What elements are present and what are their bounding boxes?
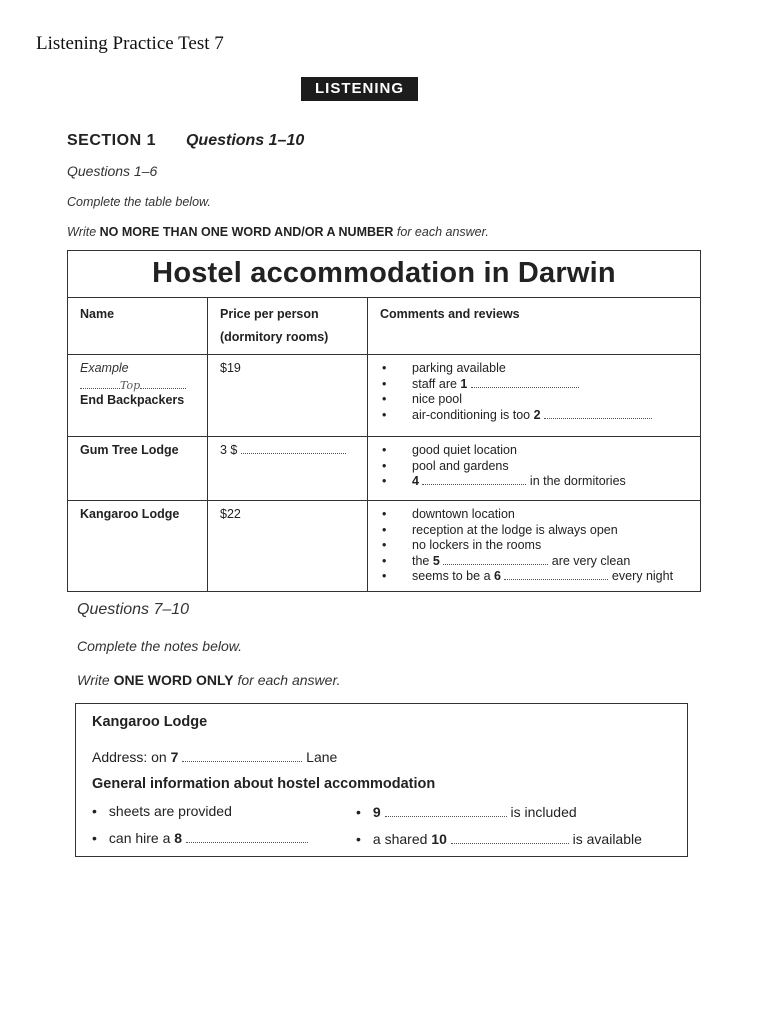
- question-number: 1: [460, 376, 468, 391]
- answer-blank-6[interactable]: [504, 569, 608, 580]
- questions-range-2: Questions 7–10: [77, 601, 190, 618]
- header-price: [208, 298, 368, 355]
- table-row: [68, 501, 701, 592]
- word-limit-suffix: for each answer.: [393, 225, 489, 239]
- row-name-cell: [68, 437, 208, 501]
- notes-item: • sheets are provided: [92, 803, 232, 819]
- notes-address: Address: on 7 Lane: [92, 749, 338, 765]
- word-limit-bold: ONE WORD ONLY: [113, 672, 234, 688]
- comment-item: • pool and gardens: [380, 459, 688, 475]
- hostel-name: End Backpackers: [80, 393, 185, 407]
- word-limit-prefix: Write: [67, 225, 100, 239]
- table-title: Hostel accommodation in Darwin: [68, 251, 701, 298]
- instruction-2: Complete the notes below.: [77, 638, 242, 654]
- listening-badge: LISTENING: [301, 77, 418, 101]
- word-limit-suffix: for each answer.: [233, 672, 341, 688]
- table-header-row: [68, 298, 701, 355]
- question-number: 10: [431, 831, 447, 847]
- question-number: 4: [412, 474, 419, 488]
- hostel-name: Gum Tree Lodge: [80, 443, 179, 457]
- section-label: SECTION 1: [67, 132, 156, 149]
- document-title: Listening Practice Test 7: [36, 33, 224, 54]
- answer-blank-9[interactable]: [385, 806, 507, 817]
- header-comments: Comments and reviews: [368, 298, 701, 355]
- row-price-cell: [208, 501, 368, 592]
- question-number: 5: [432, 553, 440, 568]
- notes-title: Kangaroo Lodge: [92, 714, 208, 730]
- word-limit-prefix: Write: [77, 672, 114, 688]
- example-answer-line: [80, 378, 195, 394]
- notes-box: [75, 703, 688, 857]
- comment-item: • air-conditioning is too 2: [380, 408, 688, 424]
- question-number: 6: [494, 569, 501, 583]
- question-number: 7: [170, 749, 179, 765]
- comment-item: • seems to be a 6 every night: [380, 569, 688, 585]
- answer-blank-10[interactable]: [451, 833, 569, 844]
- row-price-cell: [208, 355, 368, 437]
- answer-blank-7[interactable]: [182, 751, 302, 762]
- price-value: $19: [220, 361, 241, 375]
- word-limit-2: [77, 672, 340, 688]
- header-price-line2: (dormitory rooms): [220, 330, 329, 344]
- questions-range-1: Questions 1–6: [67, 163, 158, 179]
- answer-blank-1[interactable]: [471, 377, 579, 388]
- answer-blank-4[interactable]: [422, 474, 526, 485]
- row-name-cell: [68, 355, 208, 437]
- row-price-cell: [208, 437, 368, 501]
- question-number: 2: [533, 407, 541, 422]
- comment-item: • reception at the lodge is always open: [380, 523, 688, 539]
- comment-item: • staff are 1: [380, 377, 688, 393]
- notes-item: • can hire a 8: [92, 830, 308, 846]
- question-number: 9: [372, 804, 381, 820]
- price-prefix: 3 $: [220, 443, 238, 457]
- word-limit-bold: NO MORE THAN ONE WORD AND/OR A NUMBER: [99, 225, 394, 239]
- example-label: Example: [80, 361, 129, 375]
- header-price-line1: Price per person: [220, 307, 319, 321]
- row-name-cell: [68, 501, 208, 592]
- instruction-1: Complete the table below.: [67, 195, 211, 209]
- comment-item: • parking available: [380, 361, 688, 377]
- answer-blank-8[interactable]: [186, 832, 308, 843]
- section-heading: [67, 132, 304, 150]
- answer-blank-3[interactable]: [241, 443, 346, 454]
- notes-item: • a shared 10 is available: [356, 831, 642, 847]
- comment-item: • downtown location: [380, 507, 688, 523]
- section-questions: Questions 1–10: [185, 132, 305, 149]
- table-row: [68, 437, 701, 501]
- row-comments-cell: [368, 437, 701, 501]
- header-name: Name: [68, 298, 208, 355]
- comment-item: • good quiet location: [380, 443, 688, 459]
- notes-general-heading: General information about hostel accommodation: [92, 776, 436, 792]
- word-limit-1: [67, 225, 489, 239]
- comment-item: • nice pool: [380, 392, 688, 408]
- row-comments-cell: [368, 501, 701, 592]
- answer-blank-2[interactable]: [544, 408, 652, 419]
- hostel-name: Kangaroo Lodge: [80, 507, 180, 521]
- handwritten-answer: Top: [120, 378, 141, 392]
- price-value: $22: [220, 507, 241, 521]
- answer-blank-5[interactable]: [443, 554, 548, 565]
- hostel-table: [67, 250, 701, 592]
- comment-item: • the 5 are very clean: [380, 554, 688, 570]
- question-number: 8: [174, 830, 183, 846]
- row-comments-cell: [368, 355, 701, 437]
- comment-item: • no lockers in the rooms: [380, 538, 688, 554]
- table-row: [68, 355, 701, 437]
- notes-item: • 9 is included: [356, 804, 577, 820]
- comment-item: • 4 in the dormitories: [380, 474, 688, 490]
